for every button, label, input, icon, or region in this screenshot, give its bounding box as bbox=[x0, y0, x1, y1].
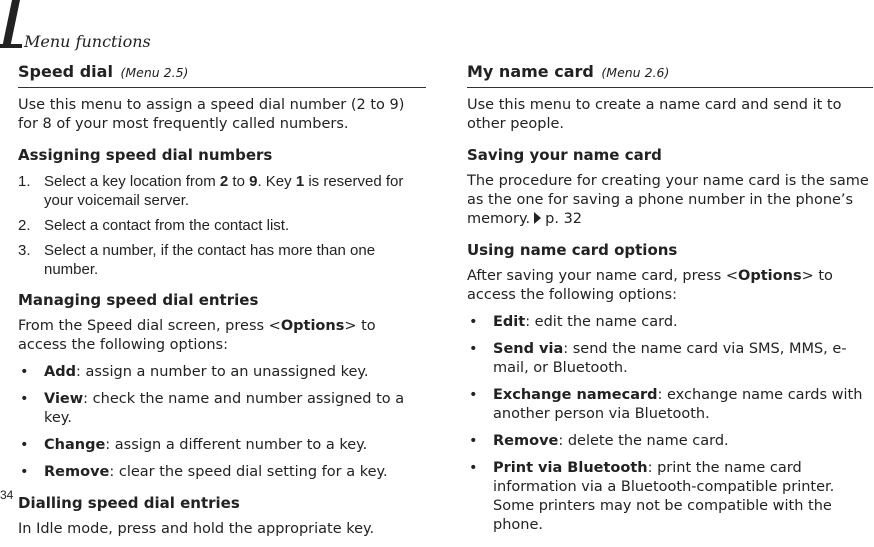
subheading-assigning: Assigning speed dial numbers bbox=[18, 146, 273, 164]
option-item bbox=[18, 463, 426, 482]
bullet: • bbox=[469, 387, 478, 403]
step-number: 1. bbox=[18, 173, 31, 190]
section-intro: Use this menu to create a name card and send it to other people. bbox=[467, 97, 842, 132]
bullet: • bbox=[20, 391, 29, 407]
managing-intro bbox=[18, 317, 426, 355]
option-desc: : clear the speed dial setting for a key. bbox=[109, 464, 388, 480]
step-item bbox=[18, 241, 426, 279]
subheading-saving: Saving your name card bbox=[467, 146, 662, 164]
menu-ref: (Menu 2.5) bbox=[120, 65, 189, 80]
step-number: 2. bbox=[18, 217, 31, 234]
step-text: to bbox=[228, 173, 250, 190]
option-item bbox=[467, 313, 873, 332]
menu-ref: (Menu 2.6) bbox=[601, 65, 670, 80]
option-term: Print via Bluetooth bbox=[493, 460, 648, 476]
page-reference: p. 32 bbox=[545, 211, 583, 227]
bullet: • bbox=[20, 437, 29, 453]
step-text: . Key bbox=[257, 173, 296, 190]
step-key: 2 bbox=[219, 173, 229, 190]
step-number: 3. bbox=[18, 242, 31, 259]
option-item bbox=[467, 386, 873, 424]
intro-text: > to access the following options: bbox=[18, 318, 376, 353]
step-text: Select a contact from the contact list. bbox=[44, 217, 290, 234]
option-item bbox=[467, 432, 873, 451]
step-text: Select a number, if the contact has more than one number. bbox=[44, 242, 376, 278]
option-desc: : check the name and number assigned to a key. bbox=[44, 391, 405, 426]
option-desc: : send the name card via SMS, MMS, e-mail, or Bluetooth. bbox=[493, 341, 847, 376]
option-item bbox=[18, 436, 426, 455]
header-title: Menu functions bbox=[24, 32, 151, 51]
option-term: Remove bbox=[493, 433, 559, 449]
option-desc: : print the name card information via a Bluetooth-compatible printer. Some printers may not be compatible with the phone. bbox=[493, 460, 835, 533]
option-term: Edit bbox=[493, 314, 526, 330]
section-title-text: My name card bbox=[467, 62, 594, 81]
options-intro bbox=[467, 267, 873, 305]
step-item bbox=[18, 216, 426, 235]
subheading-options: Using name card options bbox=[467, 241, 678, 259]
speed-dial-section bbox=[18, 62, 426, 547]
option-term: Exchange namecard bbox=[493, 387, 658, 403]
step-key: 9 bbox=[249, 173, 258, 190]
option-item bbox=[18, 390, 426, 428]
bullet: • bbox=[469, 314, 478, 330]
name-card-section bbox=[467, 62, 873, 543]
option-term: Send via bbox=[493, 341, 564, 357]
section-title-text: Speed dial bbox=[18, 62, 113, 81]
section-intro: Use this menu to assign a speed dial number (2 to 9) for 8 of your most frequently called numbers. bbox=[18, 97, 405, 132]
option-item bbox=[467, 340, 873, 378]
dialling-text: In Idle mode, press and hold the appropriate key. bbox=[18, 521, 375, 537]
page-arrow-icon bbox=[534, 212, 541, 224]
intro-text: > to access the following options: bbox=[467, 268, 833, 303]
subheading-dialling: Dialling speed dial entries bbox=[18, 494, 240, 512]
softkey-label: Options bbox=[280, 318, 345, 334]
step-text: Select a key location from bbox=[44, 173, 220, 190]
subheading-managing: Managing speed dial entries bbox=[18, 291, 259, 309]
option-term: Change bbox=[44, 437, 106, 453]
softkey-label: Options bbox=[738, 268, 802, 284]
option-item bbox=[18, 363, 426, 382]
bullet: • bbox=[469, 433, 478, 449]
manage-options-list bbox=[18, 363, 426, 482]
section-title bbox=[467, 62, 873, 88]
option-desc: : exchange name cards with another person via Bluetooth. bbox=[493, 387, 863, 422]
name-card-options-list bbox=[467, 313, 873, 535]
option-desc: : delete the name card. bbox=[558, 433, 729, 449]
bullet: • bbox=[469, 460, 478, 476]
intro-text: From the Speed dial screen, press < bbox=[18, 318, 281, 334]
bullet: • bbox=[469, 341, 478, 357]
step-text: is reserved for your voicemail server. bbox=[44, 173, 404, 209]
option-desc: : edit the name card. bbox=[525, 314, 678, 330]
header-bar-graphic bbox=[0, 0, 22, 52]
bullet: • bbox=[20, 364, 29, 380]
section-title bbox=[18, 62, 426, 88]
assign-steps bbox=[18, 172, 426, 279]
option-term: View bbox=[44, 391, 84, 407]
saving-body: The procedure for creating your name card is the same as the one for saving a phone number in the phone’s memory. bbox=[467, 173, 869, 227]
bullet: • bbox=[20, 464, 29, 480]
step-item bbox=[18, 172, 426, 210]
page-number: 34 bbox=[0, 488, 14, 502]
option-term: Add bbox=[44, 364, 76, 380]
option-desc: : assign a different number to a key. bbox=[105, 437, 368, 453]
option-term: Remove bbox=[44, 464, 110, 480]
intro-text: After saving your name card, press < bbox=[467, 268, 739, 284]
step-key: 1 bbox=[295, 173, 305, 190]
option-item bbox=[467, 459, 873, 535]
option-desc: : assign a number to an unassigned key. bbox=[75, 364, 369, 380]
saving-text bbox=[467, 172, 873, 229]
